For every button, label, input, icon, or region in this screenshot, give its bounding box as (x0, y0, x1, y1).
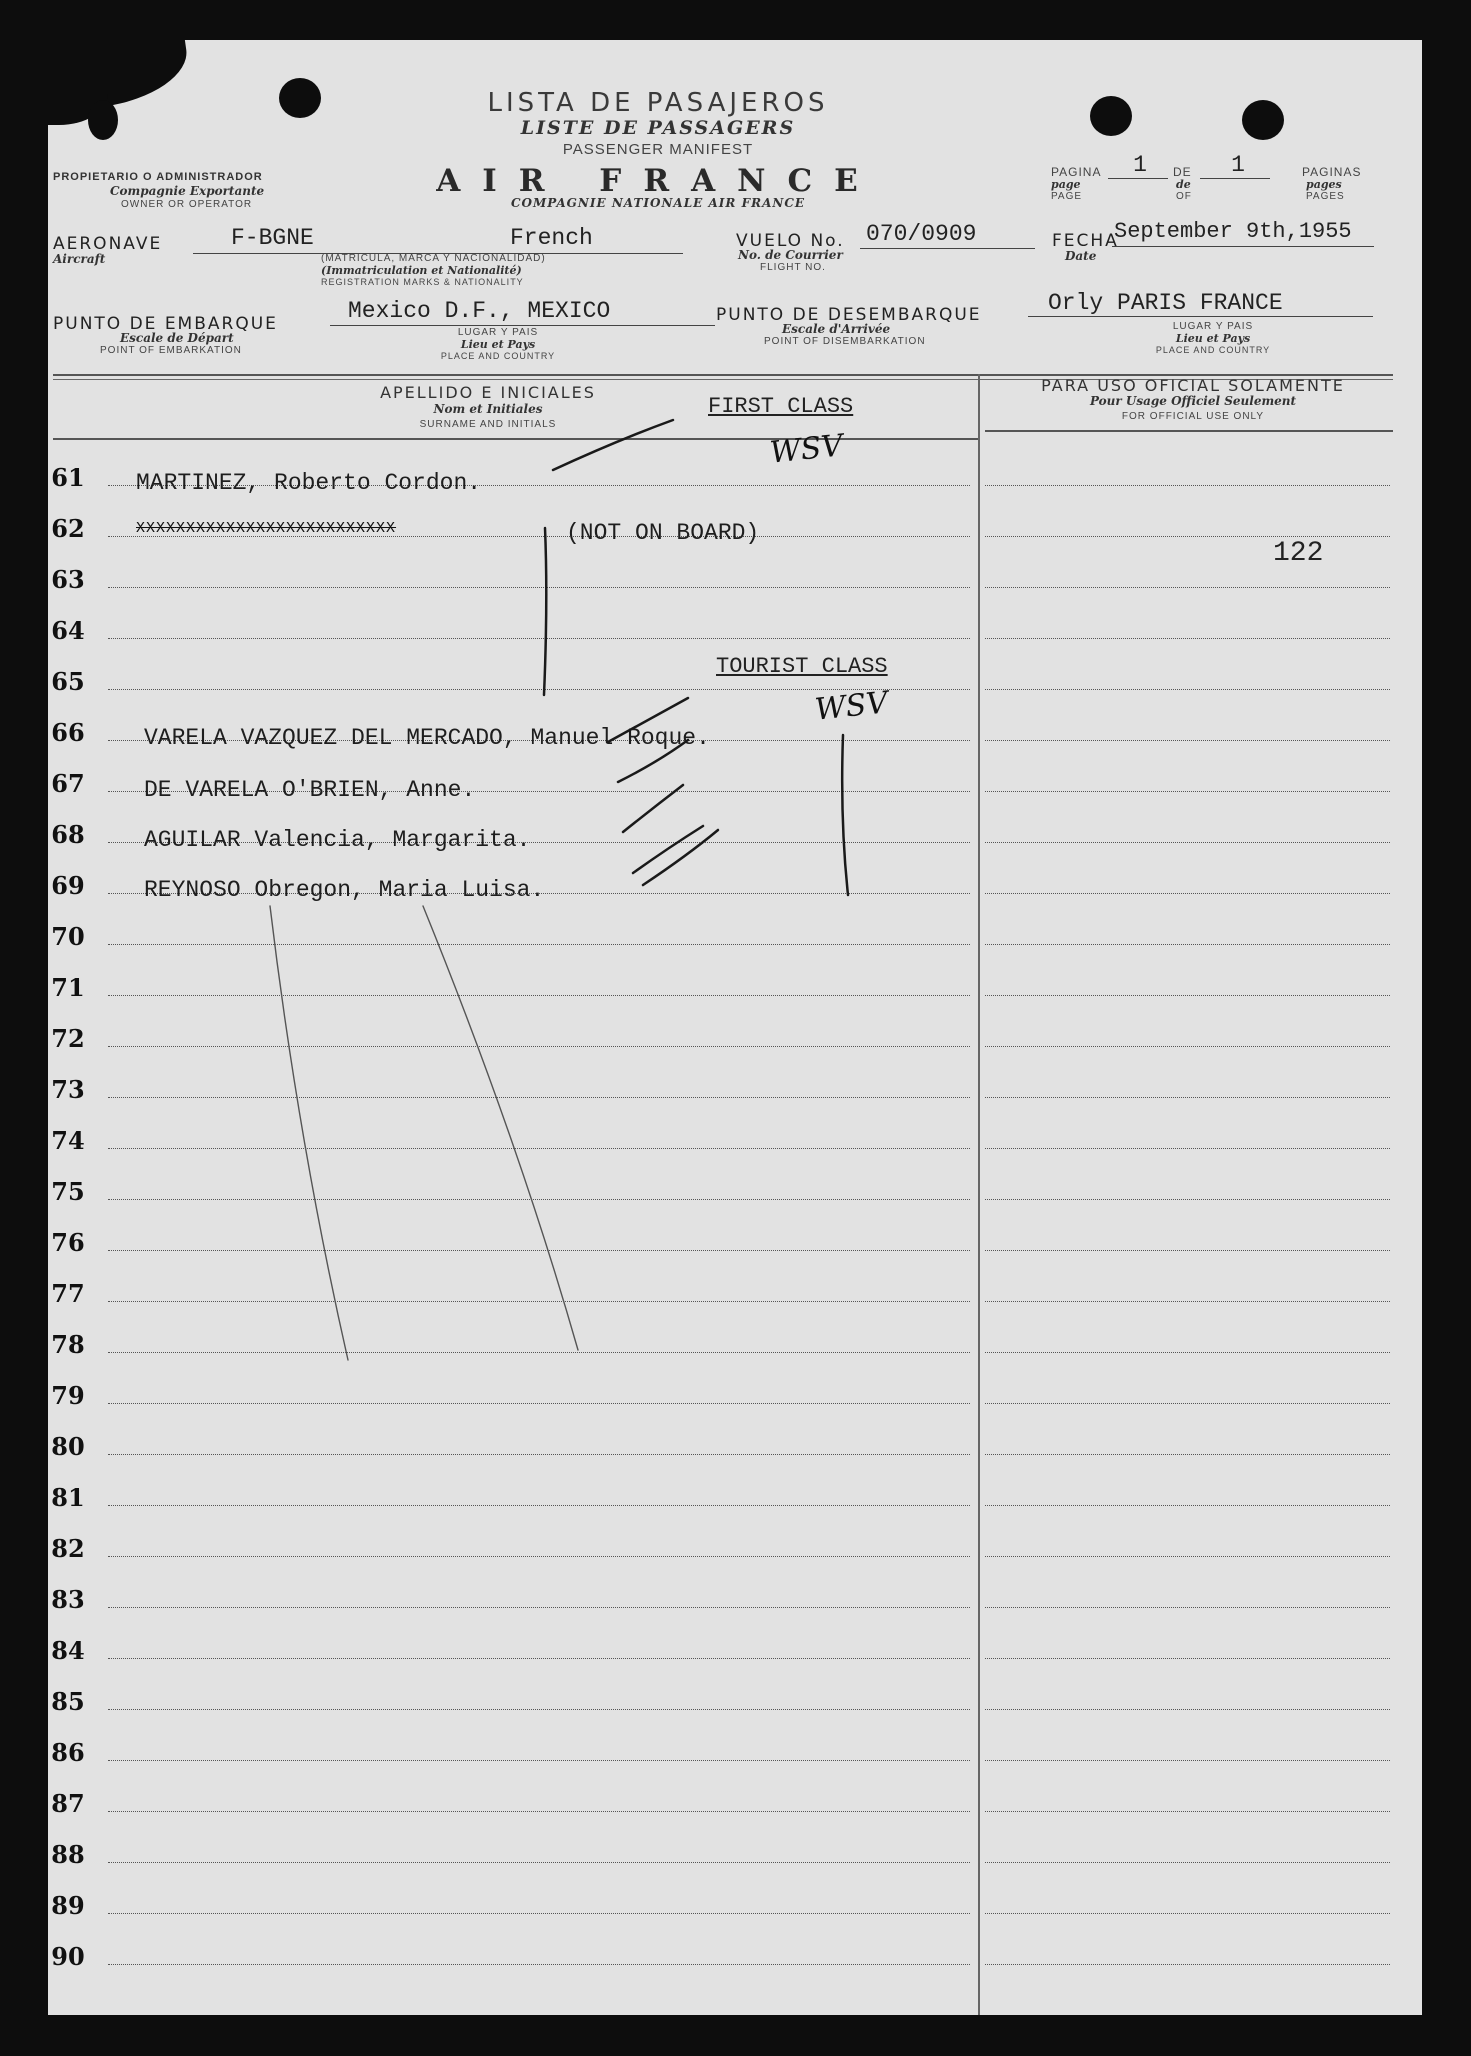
row-number: 80 (51, 1432, 85, 1461)
aircraft-nationality: French (510, 225, 593, 251)
aircraft-sub-en: REGISTRATION MARKS & NATIONALITY (321, 277, 524, 287)
page-label-fr: page (1051, 178, 1081, 191)
tourist-class-initials: WSV (813, 685, 890, 728)
names-col-fr: Nom et Initiales (433, 402, 543, 416)
page-total: 1 (1231, 152, 1245, 178)
row-number: 83 (51, 1585, 85, 1614)
aircraft-label-es: AERONAVE (53, 234, 163, 254)
row-number: 74 (51, 1126, 85, 1155)
row-number: 67 (51, 769, 85, 798)
embark-sub-fr: Lieu et Pays (460, 338, 536, 351)
first-class-heading: FIRST CLASS (708, 394, 854, 419)
row-number: 66 (51, 718, 85, 747)
passenger-67: DE VARELA O'BRIEN, Anne. (144, 777, 476, 803)
row-number: 90 (51, 1942, 85, 1971)
row-number: 85 (51, 1687, 85, 1716)
embark-sub-en: PLACE AND COUNTRY (440, 351, 556, 361)
row-number: 75 (51, 1177, 85, 1206)
manifest-page (48, 40, 1422, 2015)
flight-date: September 9th,1955 (1114, 219, 1352, 244)
tourist-class-heading: TOURIST CLASS (716, 654, 888, 679)
page-label-en: PAGE (1051, 191, 1083, 202)
row-number: 73 (51, 1075, 85, 1104)
flight-number: 070/0909 (866, 221, 977, 247)
names-col-es: APELLIDO E INICIALES (380, 383, 596, 402)
owner-label-en: OWNER OR OPERATOR (121, 199, 253, 210)
title-es: LISTA DE PASAJEROS (487, 88, 829, 118)
page-label-es: PAGINA (1051, 165, 1102, 179)
row-number: 84 (51, 1636, 85, 1665)
official-col-en: FOR OFFICIAL USE ONLY (1121, 411, 1265, 422)
page-of-fr: de (1176, 178, 1191, 191)
row-number: 76 (51, 1228, 85, 1257)
row-number: 77 (51, 1279, 85, 1308)
disembark-value: Orly PARIS FRANCE (1048, 290, 1283, 316)
title-fr: LISTE DE PASSAGERS (520, 117, 796, 139)
row-number: 78 (51, 1330, 85, 1359)
row-number: 69 (51, 871, 85, 900)
row-number: 64 (51, 616, 85, 645)
page-of-es: DE (1173, 165, 1192, 179)
official-col-fr: Pour Usage Officiel Seulement (1089, 394, 1297, 408)
disembark-label-es: PUNTO DE DESEMBARQUE (716, 305, 982, 325)
disembark-sub-es: LUGAR Y PAIS (1172, 321, 1254, 332)
row-number: 70 (51, 922, 85, 951)
passenger-66: VARELA VAZQUEZ DEL MERCADO, Manuel Roque. (144, 725, 710, 751)
bracket-stroke (544, 528, 546, 695)
embark-value: Mexico D.F., MEXICO (348, 298, 611, 324)
pencil-stroke (270, 906, 348, 1360)
passenger-62-note: (NOT ON BOARD) (566, 520, 760, 546)
page-of-en: OF (1176, 191, 1192, 202)
flight-label-fr: No. de Courrier (738, 248, 843, 262)
pages-label-en: PAGES (1306, 191, 1345, 202)
passenger-62-struck: XXXXXXXXXXXXXXXXXXXXXXXXXX (136, 520, 397, 537)
disembark-sub-fr: Lieu et Pays (1175, 332, 1251, 345)
title-en: PASSENGER MANIFEST (562, 141, 754, 158)
company-name: AIR FRANCE (436, 163, 880, 199)
check-stroke (553, 420, 673, 470)
row-number: 82 (51, 1534, 85, 1563)
pages-label-fr: pages (1306, 178, 1342, 191)
pages-label-es: PAGINAS (1302, 165, 1362, 179)
company-subtitle: COMPAGNIE NATIONALE AIR FRANCE (510, 196, 806, 210)
disembark-label-en: POINT OF DISEMBARKATION (764, 336, 926, 347)
row-number: 61 (51, 463, 85, 492)
aircraft-registration: F-BGNE (231, 225, 314, 251)
pen-marks (48, 40, 1422, 2015)
official-col-es: PARA USO OFICIAL SOLAMENTE (1041, 376, 1345, 395)
embark-label-es: PUNTO DE EMBARQUE (53, 314, 278, 334)
row-number: 68 (51, 820, 85, 849)
row-number: 72 (51, 1024, 85, 1053)
owner-label-es: PROPIETARIO O ADMINISTRADOR (53, 171, 263, 183)
flight-label-es: VUELO No. (736, 231, 845, 251)
row-number: 63 (51, 565, 85, 594)
passenger-68: AGUILAR Valencia, Margarita. (144, 827, 531, 853)
row-number: 81 (51, 1483, 85, 1512)
row-number: 71 (51, 973, 85, 1002)
page-number: 1 (1133, 152, 1147, 178)
aircraft-sub-es: (MATRICULA, MARCA Y NACIONALIDAD) (321, 253, 546, 264)
aircraft-sub-fr: (Immatriculation et Nationalité) (321, 264, 522, 277)
disembark-sub-en: PLACE AND COUNTRY (1155, 345, 1271, 355)
owner-label-fr: Compagnie Exportante (110, 184, 265, 198)
aircraft-label-fr: Aircraft (53, 252, 106, 266)
embark-label-en: POINT OF EMBARKATION (100, 345, 242, 356)
row-number: 89 (51, 1891, 85, 1920)
row-number: 86 (51, 1738, 85, 1767)
row-number: 79 (51, 1381, 85, 1410)
embark-sub-es: LUGAR Y PAIS (457, 327, 539, 338)
first-class-initials: WSV (768, 428, 845, 471)
passenger-61: MARTINEZ, Roberto Cordon. (136, 470, 482, 496)
flight-label-en: FLIGHT NO. (760, 262, 826, 273)
disembark-label-fr: Escale d'Arrivée (782, 322, 891, 336)
official-note: 122 (1273, 538, 1324, 569)
date-label-es: FECHA (1052, 231, 1119, 251)
row-number: 62 (51, 514, 85, 543)
names-col-en: SURNAME AND INITIALS (419, 419, 557, 430)
row-number: 88 (51, 1840, 85, 1869)
row-number: 65 (51, 667, 85, 696)
passenger-69: REYNOSO Obregon, Maria Luisa. (144, 877, 545, 903)
date-label-fr: Date (1065, 249, 1097, 263)
embark-label-fr: Escale de Départ (120, 331, 234, 345)
row-number: 87 (51, 1789, 85, 1818)
